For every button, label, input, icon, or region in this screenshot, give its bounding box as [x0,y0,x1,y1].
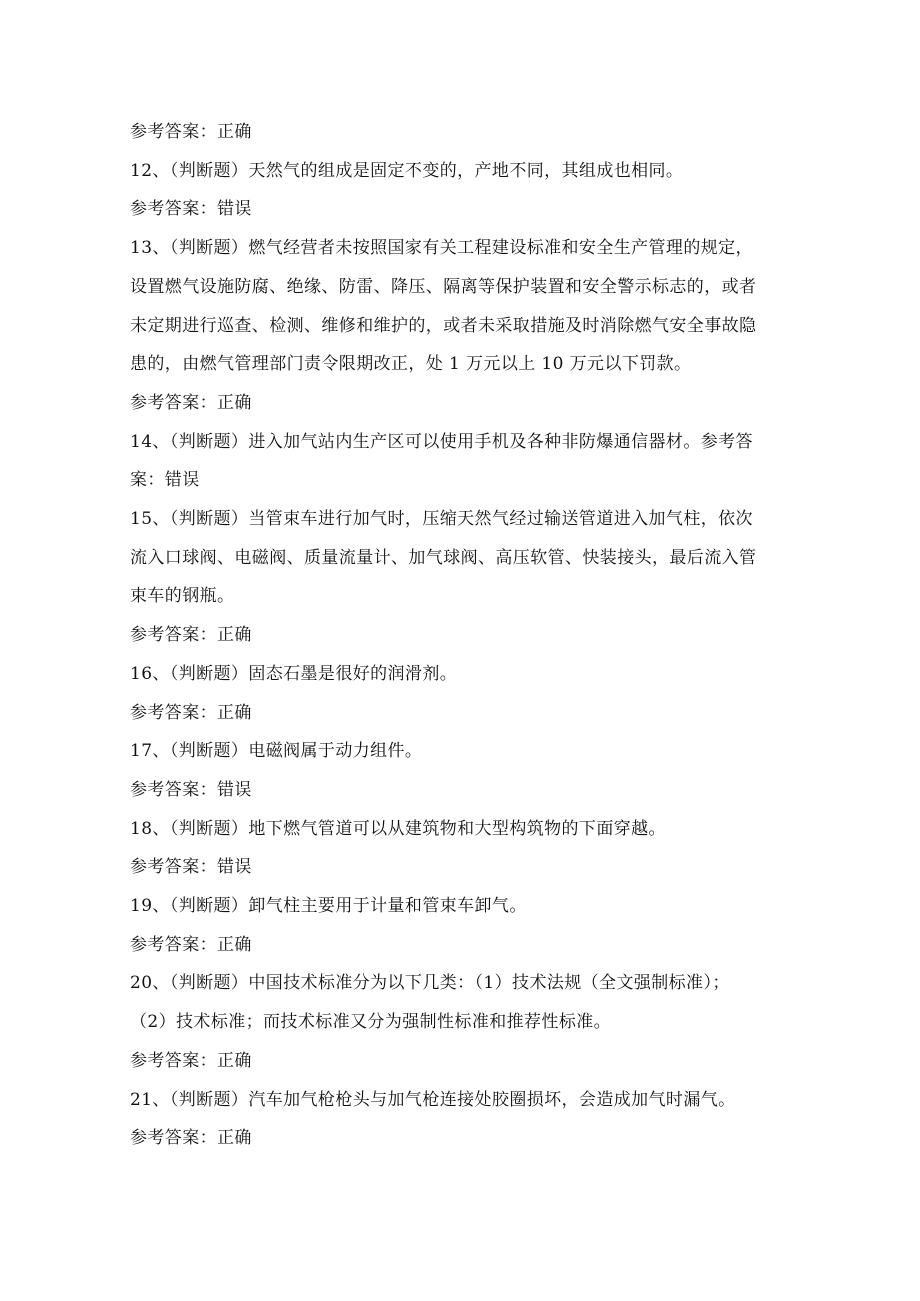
answer-line: 参考答案：错误 [130,857,252,878]
answer-line: 参考答案：正确 [130,1128,252,1149]
answer-line: 参考答案：正确 [130,392,252,413]
document-page [130,113,794,1158]
question-line: 21、（判断题）汽车加气枪枪头与加气枪连接处胶圈损坏，会造成加气时漏气。 [130,1089,736,1110]
question-line: 15、（判断题）当管束车进行加气时，压缩天然气经过输送管道进入加气柱，依次 [130,509,753,530]
question-line: 患的，由燃气管理部门责令限期改正，处 1 万元以上 10 万元以下罚款。 [130,354,692,375]
question-line: 13、（判断题）燃气经营者未按照国家有关工程建设标准和安全生产管理的规定， [130,238,753,259]
answer-line: 参考答案：正确 [130,1050,252,1071]
answer-line: 参考答案：正确 [130,702,252,723]
answer-line: 案：错误 [130,470,200,491]
question-line: 束车的钢瓶。 [130,586,235,607]
question-line: 12、（判断题）天然气的组成是固定不变的，产地不同，其组成也相同。 [130,160,684,181]
question-line: 16、（判断题）固态石墨是很好的润滑剂。 [130,663,458,684]
question-line: （2）技术标准；而技术标准又分为强制性标准和推荐性标准。 [130,1012,612,1033]
answer-line: 参考答案：错误 [130,199,252,220]
question-line: 17、（判断题）电磁阀属于动力组件。 [130,741,423,762]
question-line: 19、（判断题）卸气柱主要用于计量和管束车卸气。 [130,896,527,917]
question-line: 设置燃气设施防腐、绝缘、防雷、降压、隔离等保护装置和安全警示标志的，或者 [130,276,757,297]
question-line: 20、（判断题）中国技术标准分为以下几类：（1）技术法规（全文强制标准）； [130,973,730,994]
question-line: 18、（判断题）地下燃气管道可以从建筑物和大型构筑物的下面穿越。 [130,818,666,839]
question-line: 流入口球阀、电磁阀、质量流量计、加气球阀、高压软管、快装接头，最后流入管 [130,547,757,568]
answer-line: 参考答案：正确 [130,122,252,142]
question-line: 14、（判断题）进入加气站内生产区可以使用手机及各种非防爆通信器材。参考答 [130,431,753,452]
question-line: 未定期进行巡查、检测、维修和维护的，或者未采取措施及时消除燃气安全事故隐 [130,315,757,336]
answer-line: 参考答案：错误 [130,779,252,800]
answer-line: 参考答案：正确 [130,934,252,955]
answer-line: 参考答案：正确 [130,625,252,646]
